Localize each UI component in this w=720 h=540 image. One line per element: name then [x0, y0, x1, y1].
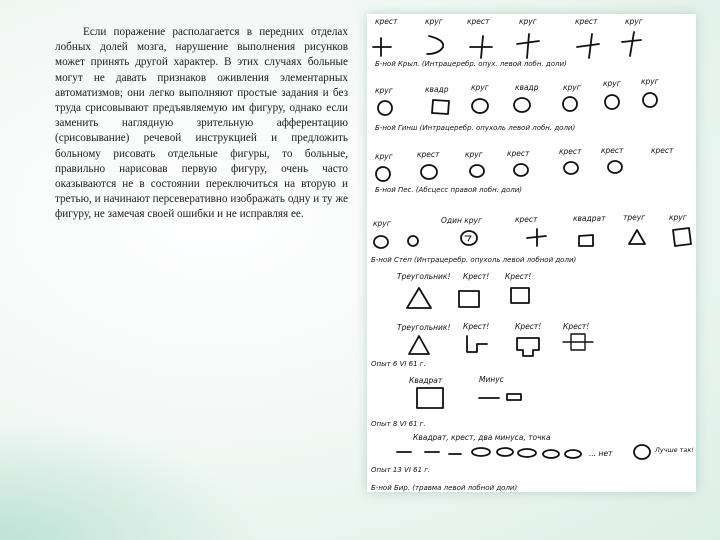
row2-label: квадр [515, 83, 539, 92]
row4-label: Один круг [441, 216, 482, 225]
row6-caption: Опыт 6 VI 61 г. [371, 360, 426, 368]
row5-label: Крест! [463, 272, 490, 281]
row2-label: круг [563, 83, 581, 92]
row2-caption: Б-ной Гинш (Интрацеребр. опухоль левой лобн. доли) [375, 124, 576, 132]
row6-label: Крест! [515, 322, 542, 331]
triangle-drawing [409, 336, 429, 354]
row2-label: квадр [425, 85, 449, 94]
square-drawing [511, 288, 529, 303]
oval-drawing [472, 448, 490, 456]
row5-label: Треугольник! [397, 272, 451, 281]
figure-scan [367, 14, 696, 492]
row2-label: круг [471, 83, 489, 92]
circle-drawing [608, 161, 622, 173]
circle-drawing [408, 236, 418, 246]
row8-nyet: ... нет [589, 449, 613, 458]
broken-cross-drawing [467, 336, 487, 352]
row7-caption: Опыт 8 VI 61 г. [371, 420, 426, 428]
row7-label: Минус [479, 375, 504, 384]
row3-label: крест [651, 146, 674, 155]
cross-drawing [373, 38, 391, 56]
square-drawing [459, 291, 479, 307]
square-drawing [579, 235, 593, 246]
arc-drawing [427, 36, 443, 54]
cross-drawing [622, 32, 641, 56]
triangle-drawing [407, 288, 431, 308]
circle-drawing [421, 165, 437, 179]
row3-label: крест [601, 146, 624, 155]
triangle-drawing [629, 230, 645, 244]
circle-drawing [643, 93, 657, 107]
row4-label: круг [669, 213, 687, 222]
row1-label: крест [467, 17, 490, 26]
row6-label: Крест! [563, 322, 590, 331]
circle-drawing [374, 236, 388, 248]
circle-drawing [378, 101, 392, 115]
cross-drawing [517, 34, 539, 58]
minus-drawing [479, 394, 521, 400]
row1-label: крест [375, 17, 398, 26]
row4-label: крест [515, 215, 538, 224]
row1-label: круг [519, 17, 537, 26]
row2-label: круг [603, 79, 621, 88]
circle-drawing [376, 167, 390, 181]
row5-label: Крест! [505, 272, 532, 281]
square-drawing [673, 228, 691, 246]
oval-drawing [543, 450, 559, 458]
figure-footer-caption: Б-ной Бир. (травма левой лобной доли) [371, 484, 518, 492]
oval-drawing [518, 449, 536, 457]
row3-caption: Б-ной Пес. (Абсцесс правой лобн. доли) [375, 186, 522, 194]
body-paragraph: Если поражение располагается в передних отделах лобных долей мозга, нарушение выполнения рисунков может принять другой характер. В этих случаях больные могут не давать признаков оживления элементарных автоматизмов; они легко выполняют простые задания и без труда срисовывают предъявляемую им фигуру, однако если заменить наглядную зрительную афферентацию (срисовывание) речевой инструкцией и предложить больному рисовать отдельные фигуры, то больные, правильно нарисовав первую фигуру, очень часто оказываются не в состоянии переключиться на вторую и третью, и начинают персеверативно изображать одну и ту же фигуру, не замечая своей ошибки и не исправляя ее. [55, 26, 348, 221]
square-drawing [432, 100, 449, 114]
square-cross-drawing [563, 334, 593, 350]
circle-drawing [634, 445, 650, 459]
circle-drawing [514, 164, 528, 176]
minus-drawing [397, 452, 461, 454]
row3-label: круг [465, 150, 483, 159]
row1-caption: Б-ной Крыл. (Интрацеребр. опух. левой лобн. доли) [375, 60, 567, 68]
circle-drawing [563, 97, 577, 111]
circle-inner-mark [465, 236, 471, 241]
oval-drawing [497, 448, 513, 456]
row3-label: крест [559, 147, 582, 156]
circle-drawing [605, 95, 619, 109]
row4-label: круг [373, 219, 391, 228]
cross-drawing [577, 34, 599, 58]
row2-label: круг [641, 77, 659, 86]
background-glow [0, 420, 260, 540]
circle-drawing [514, 98, 530, 112]
circle-drawing [472, 99, 488, 113]
cross-drawing [470, 36, 492, 58]
row2-label: круг [375, 86, 393, 95]
row6-label: Крест! [463, 322, 490, 331]
circle-drawing [564, 162, 578, 174]
row3-label: крест [507, 149, 530, 158]
circle-drawing [470, 165, 484, 177]
row6-label: Треугольник! [397, 323, 451, 332]
row4-label: треуг [623, 213, 646, 222]
oval-drawing [565, 450, 581, 458]
row8-caption: Опыт 13 VI 61 г. [371, 466, 431, 474]
row1-label: крест [575, 17, 598, 26]
circle-drawing [461, 231, 477, 245]
row3-label: крест [417, 150, 440, 159]
row1-label: круг [425, 17, 443, 26]
row4-caption: Б-ной Степ (Интрацеребр. опухоль левой лобной доли) [371, 256, 577, 264]
row4-label: квадрат [573, 214, 606, 223]
row7-label: Квадрат [409, 376, 443, 385]
square-drawing [417, 388, 443, 408]
square-drawing [517, 338, 539, 356]
cross-drawing [527, 229, 546, 246]
row3-label: круг [375, 152, 393, 161]
row8-label: Квадрат, крест, два минуса, точка [413, 433, 551, 442]
drawing-figure [367, 14, 696, 492]
row1-label: круг [625, 17, 643, 26]
row8-better: Лучше так! [655, 446, 694, 454]
